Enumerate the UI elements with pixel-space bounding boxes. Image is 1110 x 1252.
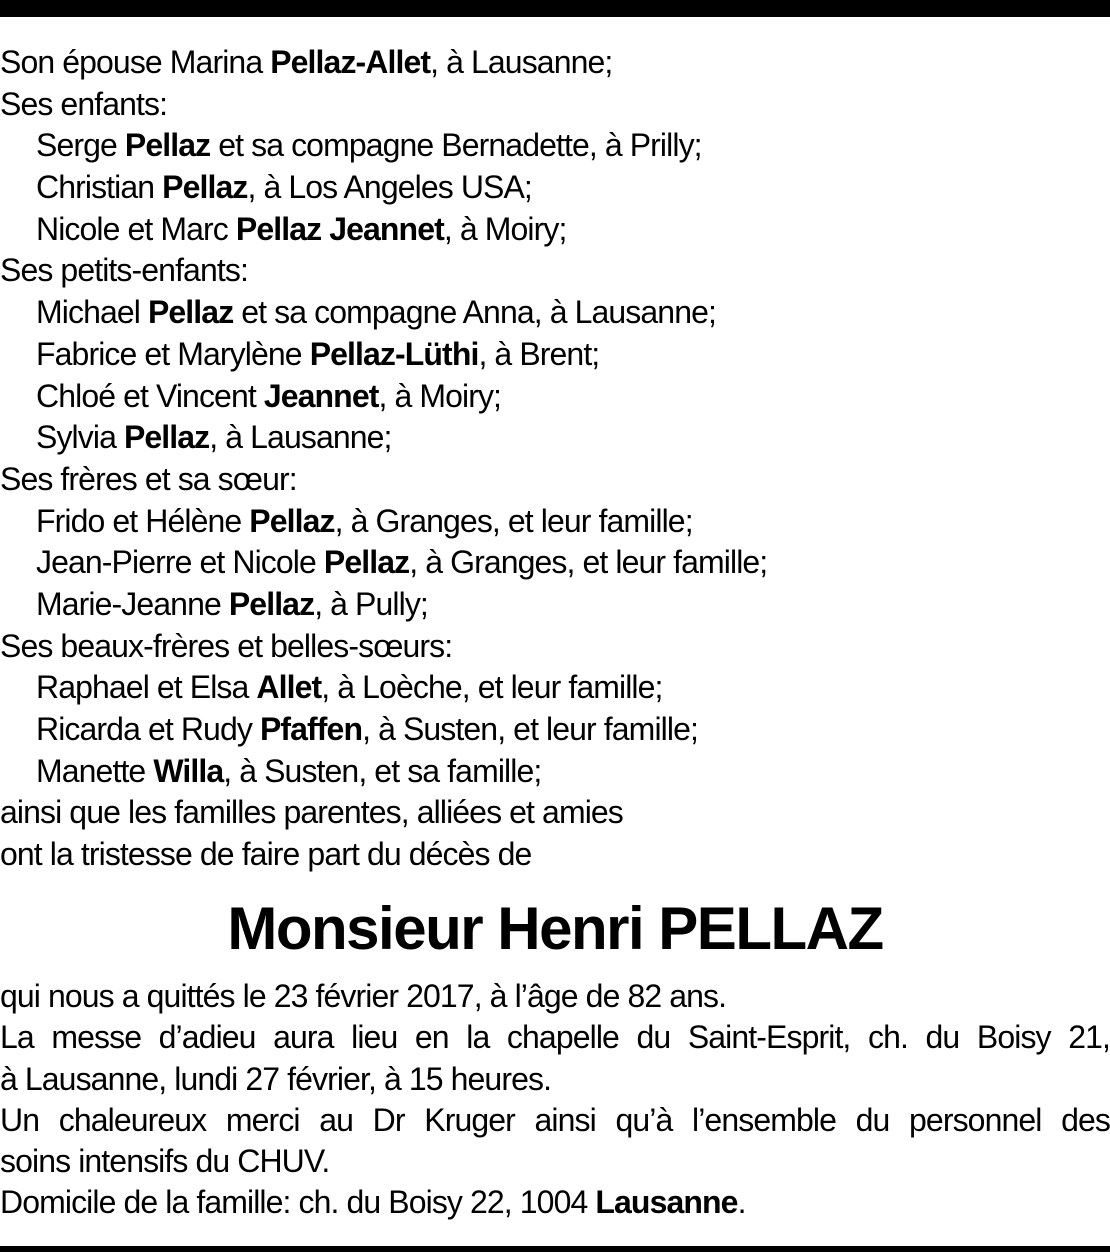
child-line: Serge Pellaz et sa compagne Bernadette, à Prilly; xyxy=(36,127,702,164)
domicile-city: Lausanne xyxy=(595,1184,738,1221)
in-law-line: Manette Willa, à Susten, et sa famille; xyxy=(36,752,542,789)
child-line: Christian Pellaz, à Los Angeles USA; xyxy=(36,169,532,206)
grandchildren-heading: Ses petits-enfants: xyxy=(0,252,248,289)
spouse-place: , à Lausanne; xyxy=(430,44,613,80)
spouse-line xyxy=(0,42,1110,84)
grandchild-line: Michael Pellaz et sa compagne Anna, à Lausanne; xyxy=(36,294,716,331)
siblings-heading: Ses frères et sa sœur: xyxy=(0,460,297,497)
sibling-line: Frido et Hélène Pellaz, à Granges, et leur famille; xyxy=(36,502,693,539)
grandchild-line: Chloé et Vincent Jeannet, à Moiry; xyxy=(36,377,502,414)
details-block xyxy=(0,976,1110,1224)
in-law-line: Ricarda et Rudy Pfaffen, à Susten, et leur famille; xyxy=(36,711,698,747)
top-rule xyxy=(0,0,1110,17)
in-laws-heading: Ses beaux-frères et belles-sœurs: xyxy=(0,627,453,664)
child-line: Nicole et Marc Pellaz Jeannet, à Moiry; xyxy=(36,210,567,247)
in-law-line: Raphael et Elsa Allet, à Loèche, et leur famille; xyxy=(36,669,663,706)
family-list xyxy=(0,42,1110,876)
spouse-surname: Pellaz-Allet xyxy=(270,44,431,80)
domicile-address: Domicile de la famille: ch. du Boisy 22, 1004 xyxy=(0,1184,596,1221)
thanks-line: soins intensifs du CHUV. xyxy=(0,1143,330,1180)
bottom-rule xyxy=(0,1246,1110,1252)
deceased-name: Monsieur Henri PELLAZ xyxy=(227,895,883,962)
children-heading: Ses enfants: xyxy=(0,85,168,122)
mass-line: La messe d’adieu aura lieu en la chapelle du Saint-Esprit, ch. du Boisy 21, xyxy=(0,1019,1110,1056)
grandchild-line: Sylvia Pellaz, à Lausanne; xyxy=(36,419,392,456)
closing-line: ainsi que les familles parentes, alliées et amies xyxy=(0,794,623,831)
thanks-line: Un chaleureux merci au Dr Kruger ainsi qu’à l’ensemble du personnel des xyxy=(0,1101,1110,1138)
mass-line: à Lausanne, lundi 27 février, à 15 heures. xyxy=(0,1060,552,1097)
grandchild-line: Fabrice et Marylène Pellaz-Lüthi, à Brent; xyxy=(36,335,600,372)
sibling-line: Marie-Jeanne Pellaz, à Pully; xyxy=(36,585,428,622)
domicile-line: Domicile de la famille: ch. du Boisy 22, 1004 Lausanne. xyxy=(0,1184,746,1221)
sibling-line: Jean-Pierre et Nicole Pellaz, à Granges, et leur famille; xyxy=(36,544,768,581)
death-date-line: qui nous a quittés le 23 février 2017, à l’âge de 82 ans. xyxy=(0,978,727,1014)
spouse-text: Son épouse Marina xyxy=(0,44,271,80)
closing-line: ont la tristesse de faire part du décès de xyxy=(0,836,532,873)
